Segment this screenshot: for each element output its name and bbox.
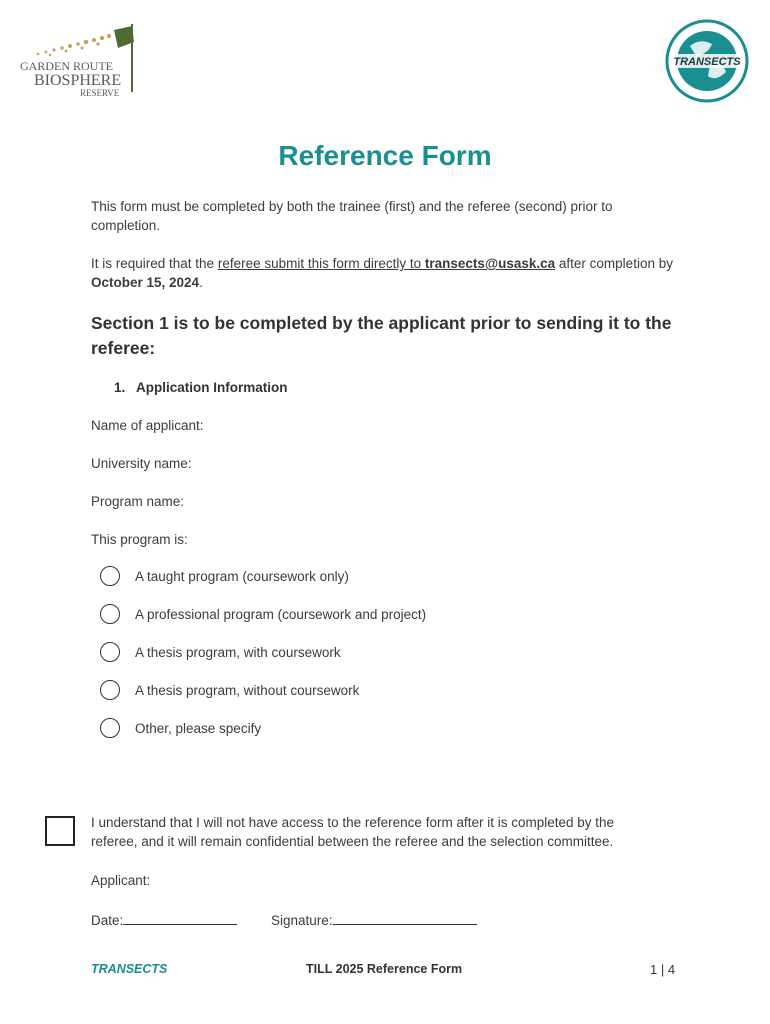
instruction-underlined: referee submit this form directly to <box>217 256 425 271</box>
radio-button[interactable] <box>100 604 120 624</box>
garden-route-biosphere-logo <box>14 22 144 100</box>
university-name-field[interactable]: University name: <box>91 456 192 471</box>
instruction-text-2: after completion by <box>555 256 673 271</box>
svg-text:GARDEN ROUTE: GARDEN ROUTE <box>20 59 113 73</box>
program-name-field[interactable]: Program name: <box>91 494 185 509</box>
option-label: A taught program (coursework only) <box>135 568 349 584</box>
signature-label: Signature: <box>271 913 333 928</box>
applicant-label: Applicant: <box>91 873 151 888</box>
page-number: 1 | 4 <box>650 962 676 977</box>
signature-field[interactable] <box>271 910 477 928</box>
date-field[interactable] <box>91 910 237 928</box>
program-option-thesis-coursework[interactable] <box>100 640 341 664</box>
application-info-subheading: 1. Application Information <box>114 380 288 395</box>
program-option-other[interactable] <box>100 716 261 740</box>
svg-text:TRANSECTS: TRANSECTS <box>673 56 741 68</box>
acknowledgement-text: I understand that I will not have access to the reference form after it is completed by the referee, and it will remain confidential between the referee and the selection committee. <box>91 815 615 849</box>
svg-text:BIOSPHERE: BIOSPHERE <box>34 72 122 89</box>
transects-logo <box>660 16 754 106</box>
program-option-professional[interactable] <box>100 602 426 626</box>
footer-brand: TRANSECTS <box>91 962 168 976</box>
date-line[interactable] <box>123 910 237 925</box>
date-label: Date: <box>91 913 124 928</box>
signature-line[interactable] <box>333 910 477 925</box>
radio-button[interactable] <box>100 718 120 738</box>
instruction-text: It is required that the <box>91 256 218 271</box>
option-label: A professional program (coursework and project) <box>135 606 427 622</box>
section-1-heading: Section 1 is to be completed by the applicant prior to sending it to the referee: <box>91 313 672 358</box>
option-label: A thesis program, without coursework <box>135 682 360 698</box>
program-type-label: This program is: <box>91 532 188 547</box>
option-label: Other, please specify <box>135 720 262 736</box>
submission-instructions <box>91 254 681 292</box>
option-label: A thesis program, with coursework <box>135 644 341 660</box>
applicant-name-field[interactable]: Name of applicant: <box>91 418 204 433</box>
acknowledgement-checkbox[interactable] <box>45 816 75 846</box>
program-option-taught[interactable] <box>100 564 349 588</box>
program-option-thesis-no-coursework[interactable] <box>100 678 359 702</box>
email-link[interactable]: transects@usask.ca <box>424 256 556 271</box>
radio-button[interactable] <box>100 642 120 662</box>
radio-button[interactable] <box>100 680 120 700</box>
deadline-date: October 15, 2024 <box>91 275 200 290</box>
page-title: Reference Form <box>278 140 492 171</box>
svg-text:RESERVE: RESERVE <box>80 88 120 98</box>
instruction-end: . <box>199 275 203 290</box>
intro-paragraph: This form must be completed by both the trainee (first) and the referee (second) prior to completion. <box>91 199 613 233</box>
footer-title: TILL 2025 Reference Form <box>306 962 463 976</box>
radio-button[interactable] <box>100 566 120 586</box>
